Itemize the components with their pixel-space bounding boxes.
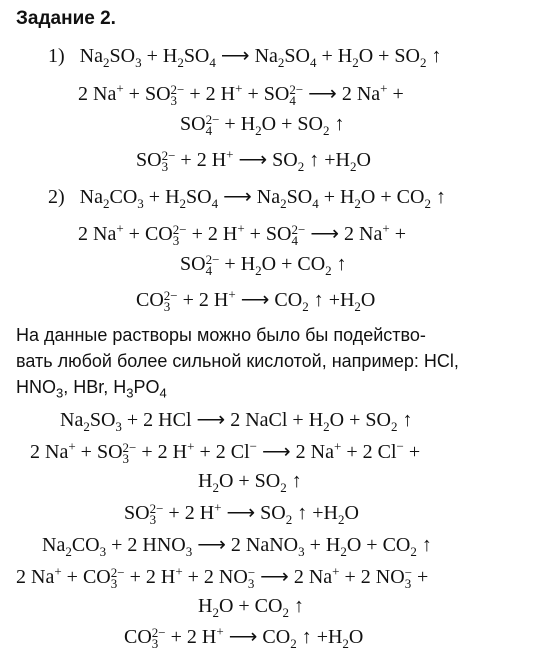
equation-1-ionic-line2: SO 2− 4 + $H_2O + SO_2$ ↑ (180, 112, 345, 139)
equation-1-ionic-line1: 2 Na+ + SO 2− 3 + 2 H+ + SO 2− 4 ⟶ 2 Na+ + (78, 80, 404, 109)
item-number-1: 1) (48, 45, 65, 67)
equation-4-molecular: $Na_2CO_3 + 2$ $HNO_3$ ⟶ 2 NaNO$_3$ + $H_2O + CO_2$ ↑ (42, 534, 432, 559)
task-title: Задание 2. (16, 8, 116, 29)
equation-4-short-ionic: CO 2− 3 + 2 H+ ⟶ $CO_2$ ↑ $+H_2O$ (124, 623, 364, 652)
item-number-2: 2) (48, 186, 65, 208)
equation-1-molecular: 1) $Na_2SO_3 + H_2SO_4$ ⟶ $Na_2SO_4 + H_2O + SO_2$ ↑ (48, 45, 442, 70)
equation-2-ionic-line1: 2 Na+ + CO 2− 3 + 2 H+ + SO 2− 4 ⟶ 2 Na+ + (78, 220, 406, 249)
equation-3-ionic-line2: $H_2O + SO_2$ ↑ (198, 470, 302, 495)
paragraph-line-2: вать любой более сильной кислотой, например: HCl, (16, 351, 459, 371)
equation-4-ionic-line1: 2 Na+ + CO 2− 3 + 2 H+ + 2 NO − 3 ⟶ 2 Na+ + 2 NO − 3 + (16, 563, 429, 592)
explanation-paragraph (16, 322, 536, 400)
equation-2-ionic-line2: SO 2− 4 + $H_2O + CO_2$ ↑ (180, 252, 347, 279)
equation-2-molecular: 2) $Na_2CO_3 + H_2SO_4$ ⟶ $Na_2SO_4 + H_2O + CO_2$ ↑ (48, 186, 446, 211)
equation-2-short-ionic: CO 2− 3 + 2 H+ ⟶ $CO_2$ ↑ $+H_2O$ (136, 286, 376, 315)
equation-3-short-ionic: SO 2− 3 + 2 H+ ⟶ $SO_2$ ↑ $+H_2O$ (124, 499, 359, 528)
equation-1-short-ionic: SO 2− 3 + 2 H+ ⟶ $SO_2$ ↑ $+H_2O$ (136, 146, 371, 175)
paragraph-line-1: На данные растворы можно было бы подейство- (16, 325, 426, 345)
equation-3-ionic-line1: 2 Na+ + SO 2− 3 + 2 H+ + 2 Cl− ⟶ 2 Na+ + 2 Cl− + (30, 438, 421, 467)
equation-3-molecular: $Na_2SO_3 + 2$ HCl ⟶ 2 NaCl + $H_2O + SO_2$ ↑ (60, 409, 413, 434)
paragraph-line-3: $HNO_3$, HBr, $H_3PO_4$ (16, 377, 167, 401)
equation-4-ionic-line2: $H_2O + CO_2$ ↑ (198, 595, 304, 620)
